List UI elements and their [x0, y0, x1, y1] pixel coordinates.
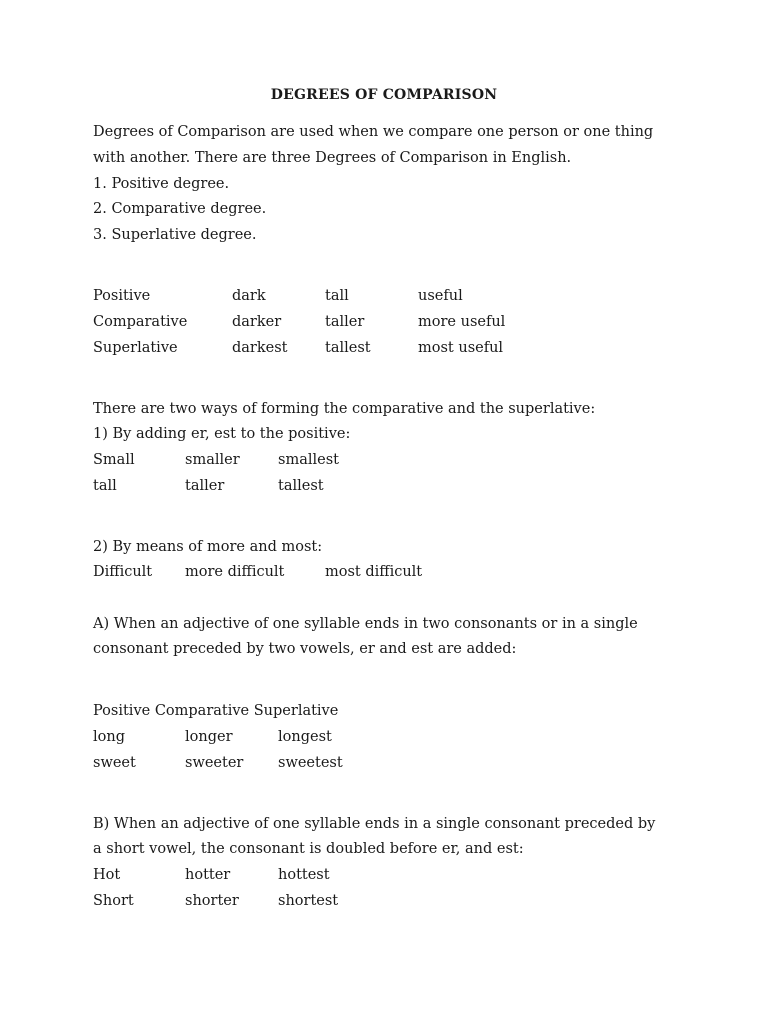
rule-a-line: A) When an adjective of one syllable ends in two consonants or in a single [93, 616, 638, 632]
table-cell: taller [325, 314, 365, 330]
table-cell: more difficult [185, 564, 285, 580]
table-cell: longer [185, 729, 233, 745]
table-cell: Hot [93, 867, 121, 883]
table-cell: Comparative [93, 314, 188, 330]
table-cell: tallest [325, 340, 371, 356]
table-cell: taller [185, 478, 225, 494]
table-cell: most useful [418, 340, 504, 356]
table-cell: sweet [93, 755, 136, 771]
table-cell: longest [278, 729, 332, 745]
table-cell: long [93, 729, 125, 745]
document-title: DEGREES OF COMPARISON [270, 87, 498, 103]
table-cell: dark [232, 288, 266, 304]
table-cell: sweeter [185, 755, 244, 771]
table-cell: most difficult [325, 564, 423, 580]
ways-heading: There are two ways of forming the comparative and the superlative: [93, 401, 596, 417]
intro-line: with another. There are three Degrees of Comparison in English. [93, 150, 572, 166]
table-cell: smallest [278, 452, 339, 468]
table-cell: sweetest [278, 755, 343, 771]
table-cell: Short [93, 893, 134, 909]
table-cell: Difficult [93, 564, 153, 580]
table-cell: darkest [232, 340, 288, 356]
table-cell: darker [232, 314, 282, 330]
table-cell: tallest [278, 478, 324, 494]
table-cell: Small [93, 452, 135, 468]
list-item-superlative: 3. Superlative degree. [93, 227, 257, 243]
table-cell: Superlative [93, 340, 178, 356]
table-cell: shorter [185, 893, 239, 909]
list-item-positive: 1. Positive degree. [93, 176, 230, 192]
table-cell: Positive [93, 288, 151, 304]
way2-heading: 2) By means of more and most: [93, 539, 323, 555]
table-cell: useful [418, 288, 463, 304]
rule-a-line: consonant preceded by two vowels, er and est are added: [93, 641, 517, 657]
intro-line: Degrees of Comparison are used when we compare one person or one thing [93, 124, 654, 140]
table-cell: hottest [278, 867, 330, 883]
rule-b-line: B) When an adjective of one syllable ends in a single consonant preceded by [93, 816, 656, 832]
table-cell: tall [93, 478, 117, 494]
rule-a-header: Positive Comparative Superlative [93, 703, 339, 719]
table-cell: tall [325, 288, 349, 304]
table-cell: smaller [185, 452, 240, 468]
rule-b-line: a short vowel, the consonant is doubled before er, and est: [93, 841, 524, 857]
table-cell: shortest [278, 893, 339, 909]
table-cell: more useful [418, 314, 506, 330]
way1-heading: 1) By adding er, est to the positive: [93, 426, 351, 442]
table-cell: hotter [185, 867, 231, 883]
list-item-comparative: 2. Comparative degree. [93, 201, 267, 217]
